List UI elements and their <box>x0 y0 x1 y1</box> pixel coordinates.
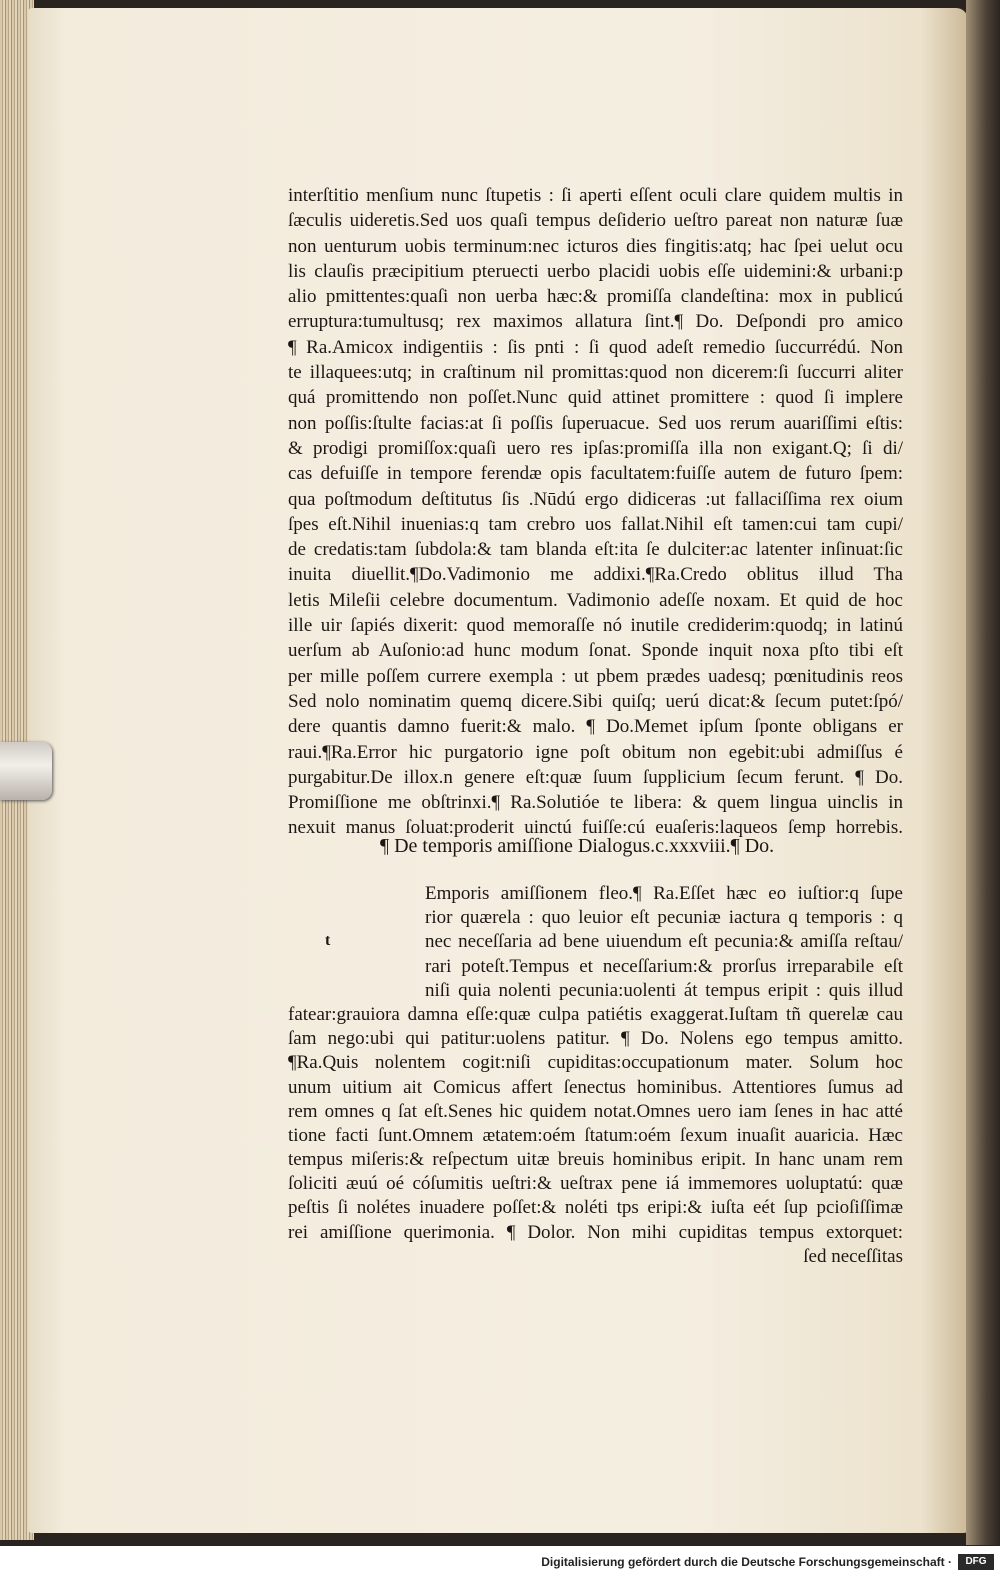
text-line: nec neceſſaria ad bene uiuendum eſt pecunia:& amiſſa reſtau/ <box>425 931 903 953</box>
text-line: lis clauſis præcipitium pteruecti uerbo placidi uobis eſſe uidemini:& urbani:p <box>288 260 903 282</box>
text-block-1 <box>288 183 903 841</box>
text-line: ſæculis uideretis.Sed uos quaſi tempus deſiderio ueſtro pareat non naturæ ſuæ <box>288 210 903 232</box>
text-line: cas defuiſſe in tempore ferendæ opis facultatem:fuiſſe autem de futuro ſpem: <box>288 463 903 485</box>
text-line: nexuit manus ſoluat:proderit uinctú fuiſſe:cú euaſeris:laqueos ſemp horrebis. <box>288 817 903 839</box>
guide-letter: t <box>325 932 331 949</box>
footer-bar <box>0 1546 1000 1583</box>
text-line: purgabitur.De illox.n genere eſt:quæ ſuum ſupplicium ſecum ferunt. ¶ Do. <box>288 766 903 788</box>
text-line: ſpes eſt.Nihil inuenias:q tam crebro uos fallat.Nihil eſt tamen:cui tam cupi/ <box>288 513 903 535</box>
footer-credit: Digitalisierung gefördert durch die Deutsche Forschungsgemeinschaft · <box>541 1555 952 1569</box>
text-line: rior quærela : quo leuior eſt pecuniæ iactura q temporis : q <box>425 907 903 929</box>
text-line: inuita diuellit.¶Do.Vadimonio me addixi.¶Ra.Credo oblitus illud Tha <box>288 564 903 586</box>
text-line: te illaquees:utq; in craſtinum nil promittas:quod non dicerem:ſi ſuccurri aliter <box>288 362 903 384</box>
text-line: & prodigi promiſſox:quaſi uero res ipſas:promiſſa illa non exigant.Q; ſi di/ <box>288 437 903 459</box>
text-line: tempus miſeris:& reſpectum uitæ breuis hominibus eripit. In hanc unam rem <box>288 1149 903 1171</box>
text-line: quá promittendo non poſſet.Nunc quid attinet promittere : quod ſi implere <box>288 387 903 409</box>
text-line: peſtis ſi nolétes inuadere poſſet:& noléti tps eripi:& iuſta eét ſup pcioſiſſimæ <box>288 1197 903 1219</box>
text-line: ſam nego:ubi qui patitur:uolens patitur. ¶ Do. Nolens ego tempus amitto. <box>288 1028 903 1050</box>
text-line: per mille poſſem currere exempla : ut pbem prædes uadesq; pœnitudinis reos <box>288 665 903 687</box>
text-line: rari poteſt.Tempus et neceſſarium:& prorſus irreparabile eſt <box>425 955 903 977</box>
page-clip <box>0 742 52 800</box>
text-line: alio pmittentes:quaſi non uerba hæc:& promiſſa clandeſtina: mox in publicú <box>288 286 903 308</box>
text-line: rem omnes q ſat eſt.Senes hic quidem notat.Omnes uero iam ſenes in hac atté <box>288 1100 903 1122</box>
book-right-edge <box>966 0 1000 1545</box>
dfg-logo: DFG <box>958 1554 994 1570</box>
text-line: Sed nolo nominatim quemq dicere.Sibi quiſq; uerú dicat:& ſecum putet:ſpó/ <box>288 690 903 712</box>
text-line: interſtitio menſium nunc ſtupetis : ſi aperti eſſent oculi clare quidem multis in <box>288 185 903 206</box>
text-block-2 <box>288 882 903 1269</box>
text-line: erruptura:tumultusq; rex maximos allatura ſint.¶ Do. Deſpondi pro amico <box>288 311 903 333</box>
text-line: Promiſſione me obſtrinxi.¶ Ra.Solutióe te libera: & quem lingua uinclis in <box>288 792 903 814</box>
text-line: fatear:grauiora damna eſſe:quæ culpa patiétis exaggerat.Iuſtam tñ querelæ cau <box>288 1003 903 1025</box>
text-line: rei amiſſione querimonia. ¶ Dolor. Non mihi cupiditas tempus extorquet: <box>288 1221 903 1243</box>
text-line: non poſſis:ſtulte facias:at ſi poſſis ſuperuacue. Sed uos rerum auariſſimi eſtis: <box>288 412 903 434</box>
text-line: ¶ Ra.Amicox indigentiis : ſis pnti : ſi quod adeſt remedio ſuccurrédú. Non <box>288 336 903 358</box>
text-line: letis Mileſii celebre documentum. Vadimonio adeſſe noxam. Et quid de hoc <box>288 589 903 611</box>
text-line: non uenturum uobis terminum:nec icturos dies fingitis:atq; hac ſpei uelut ocu <box>288 235 903 257</box>
text-line: uerſum ab Auſonio:ad hunc modum ſonat. Sponde inquit noxa pſto tibi eſt <box>288 640 903 662</box>
chapter-heading: ¶ De temporis amiſſione Dialogus.c.xxxviii.¶ Do. <box>380 835 775 857</box>
text-line: dere quantis damno fuerit:& malo. ¶ Do.Memet ipſum ſponte obligans er <box>288 716 903 738</box>
text-line: niſi quia nolenti pecunia:uolenti át tempus eripit : quis illud <box>425 979 903 1001</box>
text-line: ¶Ra.Quis nolentem cogit:niſi cupiditas:occupationum mater. Solum hoc <box>288 1052 903 1074</box>
text-line: de credatis:tam ſubdola:& tam blanda eſt:ita ſe dulciter:ac latenter inſinuat:ſic <box>288 539 903 561</box>
text-line: ſoliciti æuú oé cóſumitis ueſtri:& ueſtrax pene iá immemores uoluptatú: quæ <box>288 1173 903 1195</box>
text-line: raui.¶Ra.Error hic purgatorio igne poſt obitum non egebit:ubi admiſſus é <box>288 741 903 763</box>
text-line: unum uitium ait Comicus affert ſenectus hominibus. Attentiores ſumus ad <box>288 1076 903 1098</box>
catchword: ſed neceſſitas <box>803 1245 903 1267</box>
text-line: Emporis amiſſionem fleo.¶ Ra.Eſſet hæc eo iuſtior:q ſupe <box>425 883 903 904</box>
text-line: tione facti ſunt.Omnem ætatem:oém ſtatum:oém ſexum inuaſit auaricia. Hæc <box>288 1124 903 1146</box>
text-line: qua poſtmodum deſtitutus ſis .Nūdú ergo didiceras :ut fallaciſſima rex oium <box>288 488 903 510</box>
text-line: ille uir ſapiés dixerit: quod memoraſſe nó inutile crediderim:quodq; in latinú <box>288 615 903 637</box>
